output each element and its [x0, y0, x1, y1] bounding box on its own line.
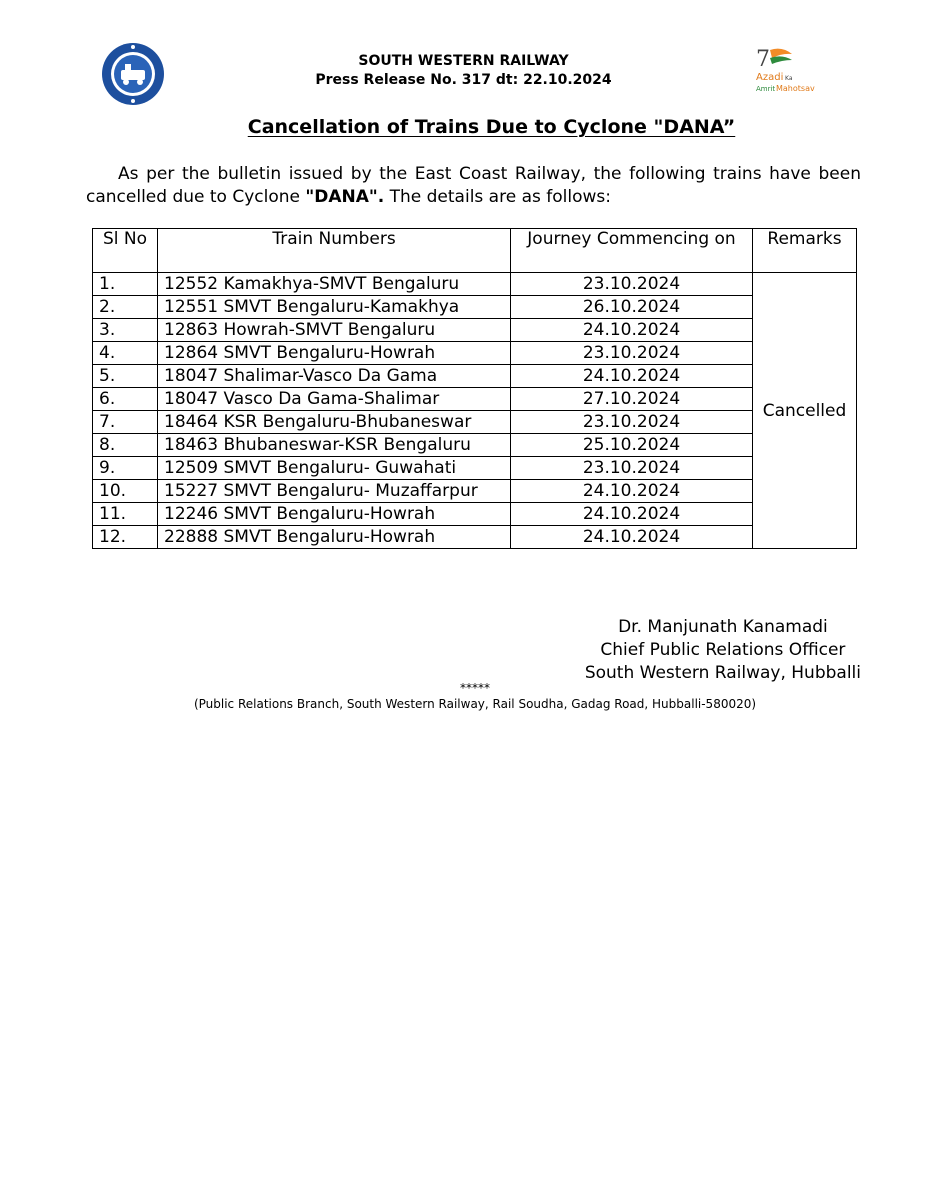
intro-text-end: The details are as follows: [384, 187, 611, 207]
table-row [93, 273, 857, 296]
signatory-name: Dr. Manjunath Kanamadi [618, 617, 828, 637]
table-row [93, 457, 857, 480]
train-cell: 12551 SMVT Bengaluru-Kamakhya [158, 296, 511, 319]
signatory-office: South Western Railway, Hubballi [584, 663, 861, 683]
sl-cell: 1. [93, 273, 158, 296]
remarks-cell: Cancelled [753, 273, 857, 549]
intro-bold: "DANA". [305, 187, 385, 207]
table-row [93, 411, 857, 434]
sl-cell: 11. [93, 503, 158, 526]
date-cell: 26.10.2024 [511, 296, 753, 319]
sl-cell: 6. [93, 388, 158, 411]
sl-cell: 4. [93, 342, 158, 365]
train-cell: 18047 Vasco Da Gama-Shalimar [158, 388, 511, 411]
sl-cell: 5. [93, 365, 158, 388]
table-row [93, 503, 857, 526]
table-row [93, 319, 857, 342]
table-row [93, 434, 857, 457]
document-title: Cancellation of Trains Due to Cyclone "DANA” [247, 116, 736, 138]
table-row [93, 365, 857, 388]
date-cell: 23.10.2024 [511, 411, 753, 434]
table-row [93, 388, 857, 411]
train-cell: 12863 Howrah-SMVT Bengaluru [158, 319, 511, 342]
header-train-numbers: Train Numbers [158, 229, 511, 273]
sl-cell: 2. [93, 296, 158, 319]
table-header-row [93, 229, 857, 273]
sl-cell: 9. [93, 457, 158, 480]
table-row [93, 342, 857, 365]
amrit-word-amrit: Amrit [756, 85, 776, 93]
train-cell: 18464 KSR Bengaluru-Bhubaneswar [158, 411, 511, 434]
train-cell: 12246 SMVT Bengaluru-Howrah [158, 503, 511, 526]
date-cell: 24.10.2024 [511, 365, 753, 388]
amrit-word-ka: Ka [785, 75, 793, 82]
organization-name: SOUTH WESTERN RAILWAY [358, 53, 569, 69]
separator-stars: ***** [460, 681, 490, 695]
date-cell: 25.10.2024 [511, 434, 753, 457]
signature-block [585, 616, 861, 685]
train-cell: 18047 Shalimar-Vasco Da Gama [158, 365, 511, 388]
date-cell: 27.10.2024 [511, 388, 753, 411]
sl-cell: 10. [93, 480, 158, 503]
header-journey-date: Journey Commencing on [511, 229, 753, 273]
sl-cell: 3. [93, 319, 158, 342]
table-row [93, 296, 857, 319]
intro-text: As per the bulletin issued by the East Coast Railway, the following trains have been cancelled due to Cyclone [86, 164, 861, 207]
date-cell: 23.10.2024 [511, 457, 753, 480]
amrit-word-mahotsav: Mahotsav [776, 84, 815, 93]
date-cell: 24.10.2024 [511, 480, 753, 503]
sl-cell: 12. [93, 526, 158, 549]
sl-cell: 7. [93, 411, 158, 434]
table-row [93, 526, 857, 549]
sl-cell: 8. [93, 434, 158, 457]
footer-address: (Public Relations Branch, South Western Railway, Rail Soudha, Gadag Road, Hubballi-580020) [193, 697, 757, 711]
press-release-number: Press Release No. 317 dt: 22.10.2024 [315, 72, 612, 88]
signatory-designation: Chief Public Relations Officer [600, 640, 846, 660]
amrit-word-azadi: Azadi [756, 72, 784, 83]
svg-text:7: 7 [756, 47, 770, 72]
train-cell: 12864 SMVT Bengaluru-Howrah [158, 342, 511, 365]
train-cell: 22888 SMVT Bengaluru-Howrah [158, 526, 511, 549]
date-cell: 23.10.2024 [511, 342, 753, 365]
date-cell: 24.10.2024 [511, 526, 753, 549]
intro-paragraph [86, 163, 861, 209]
table-row [93, 480, 857, 503]
date-cell: 24.10.2024 [511, 319, 753, 342]
cancelled-trains-table [92, 228, 857, 549]
train-cell: 12552 Kamakhya-SMVT Bengaluru [158, 273, 511, 296]
train-cell: 15227 SMVT Bengaluru- Muzaffarpur [158, 480, 511, 503]
train-cell: 18463 Bhubaneswar-KSR Bengaluru [158, 434, 511, 457]
train-cell: 12509 SMVT Bengaluru- Guwahati [158, 457, 511, 480]
date-cell: 23.10.2024 [511, 273, 753, 296]
header-sl-no: Sl No [93, 229, 158, 273]
date-cell: 24.10.2024 [511, 503, 753, 526]
header-remarks: Remarks [753, 229, 857, 273]
